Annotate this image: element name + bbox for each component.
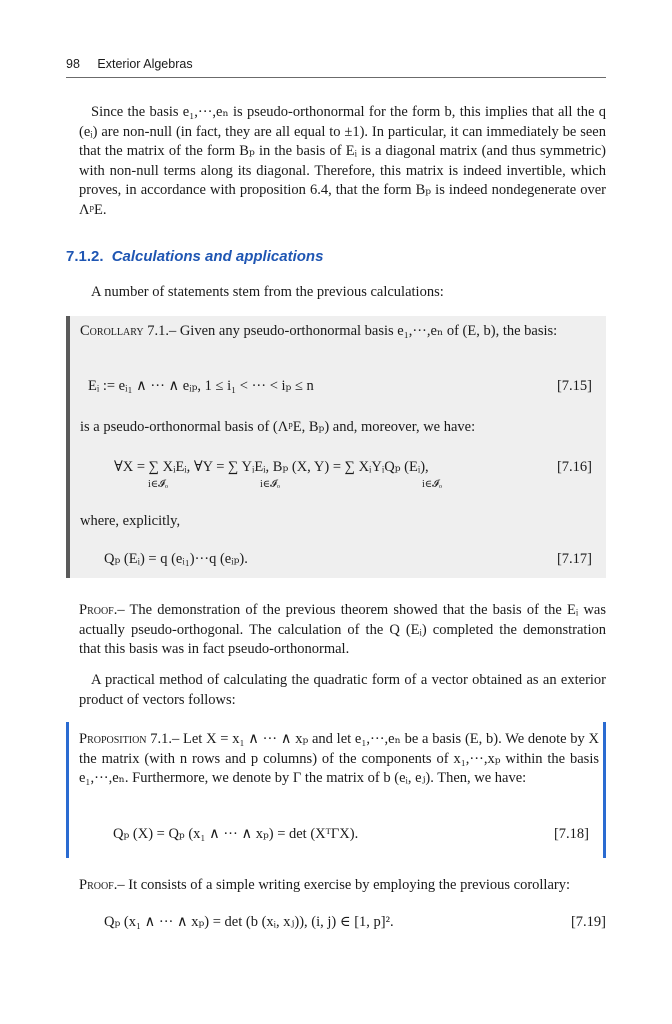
paragraph-2: A number of statements stem from the previous calculations: [91,284,444,300]
running-header [66,57,606,78]
proof-2-label: Proof [79,877,114,893]
section-heading [66,248,323,265]
corollary-label: Corollary [80,323,144,339]
sum-index-3: i∈𝓘ₒ [422,479,442,490]
sum-index-1: i∈𝓘ₒ [148,479,168,490]
corollary-where: where, explicitly, [80,513,181,529]
equation-7-19: Qₚ (x₁ ∧ ··· ∧ xₚ) = det (b (xᵢ, xⱼ)), (i, j) ∈ [1, p]². [104,914,394,930]
equation-tag-7-17: [7.17] [556,551,592,567]
corollary-box [66,316,606,578]
paragraph-3: A practical method of calculating the quadratic form of a vector obtained as an exterior product of vectors follows: [79,672,606,708]
proof-1-label: Proof [79,602,114,618]
corollary-head [80,322,600,342]
running-title: Exterior Algebras [97,57,193,71]
sum-index-2: i∈𝓘ₒ [260,479,280,490]
equation-tag-7-15: [7.15] [556,378,592,394]
proposition-body: 7.1.– Let X = x₁ ∧ ··· ∧ xₚ and let e₁,···,eₙ be a basis (E, b). We denote by X the matrix (with n rows and p columns) of the components of x₁,···,xₚ within the basis e₁,···,eₙ. Furthermore, we denote by Γ the matrix of b (eᵢ, eⱼ). Then, we have: [79,731,600,786]
proposition-box [66,722,606,858]
proposition-text [79,730,599,789]
proof-2-text: .– It consists of a simple writing exercise by employing the previous corollary: [113,877,570,893]
equation-tag-7-19: [7.19] [570,914,606,930]
equation-7-16: ∀X = ∑ XᵢEᵢ, ∀Y = ∑ YᵢEᵢ, Bₚ (X, Y) = ∑ XᵢYᵢQₚ (Eᵢ), [114,459,429,475]
section-title: Calculations and applications [111,248,324,265]
proof-1-text: .– The demonstration of the previous theorem showed that the basis of the Eᵢ was actually pseudo-orthogonal. The calculation of the Q (Eᵢ) completed the demonstration that this basis was in fact pseudo-orthonormal. [79,602,606,657]
proof-1 [79,601,606,660]
proof-2 [79,876,606,896]
equation-7-18: Qₚ (X) = Qₚ (x₁ ∧ ··· ∧ xₚ) = det (XᵀΓX). [113,826,359,842]
proposition-label: Proposition [79,731,147,747]
equation-7-17: Qₚ (Eᵢ) = q (eᵢ₁)···q (eᵢₚ). [104,551,248,567]
equation-tag-7-18: [7.18] [553,826,589,842]
equation-7-15: Eᵢ := eᵢ₁ ∧ ··· ∧ eᵢₚ, 1 ≤ i₁ < ··· < iₚ ≤ n [88,378,314,394]
equation-tag-7-16: [7.16] [556,459,592,475]
page-number: 98 [66,57,80,71]
paragraph-1: Since the basis e₁,···,eₙ is pseudo-orthonormal for the form b, this implies that all the q (eᵢ) are non-null (in fact, they are all equal to ±1). In particular, it can immediately be seen that the matrix of the form Bₚ in the basis of Eᵢ is a diagonal matrix (and thus symmetric) with non-null terms along its diagonal. Therefore, this matrix is indeed invertible, which proves, in accordance with proposition 6.4, that the form Bₚ is indeed nondegenerate over ΛᵖE. [79,104,606,218]
corollary-mid: is a pseudo-orthonormal basis of (ΛᵖE, Bₚ) and, moreover, we have: [80,419,476,435]
corollary-head-text: 7.1.– Given any pseudo-orthonormal basis e₁,···,eₙ of (E, b), the basis: [147,323,558,339]
section-number: 7.1.2. [66,248,104,265]
